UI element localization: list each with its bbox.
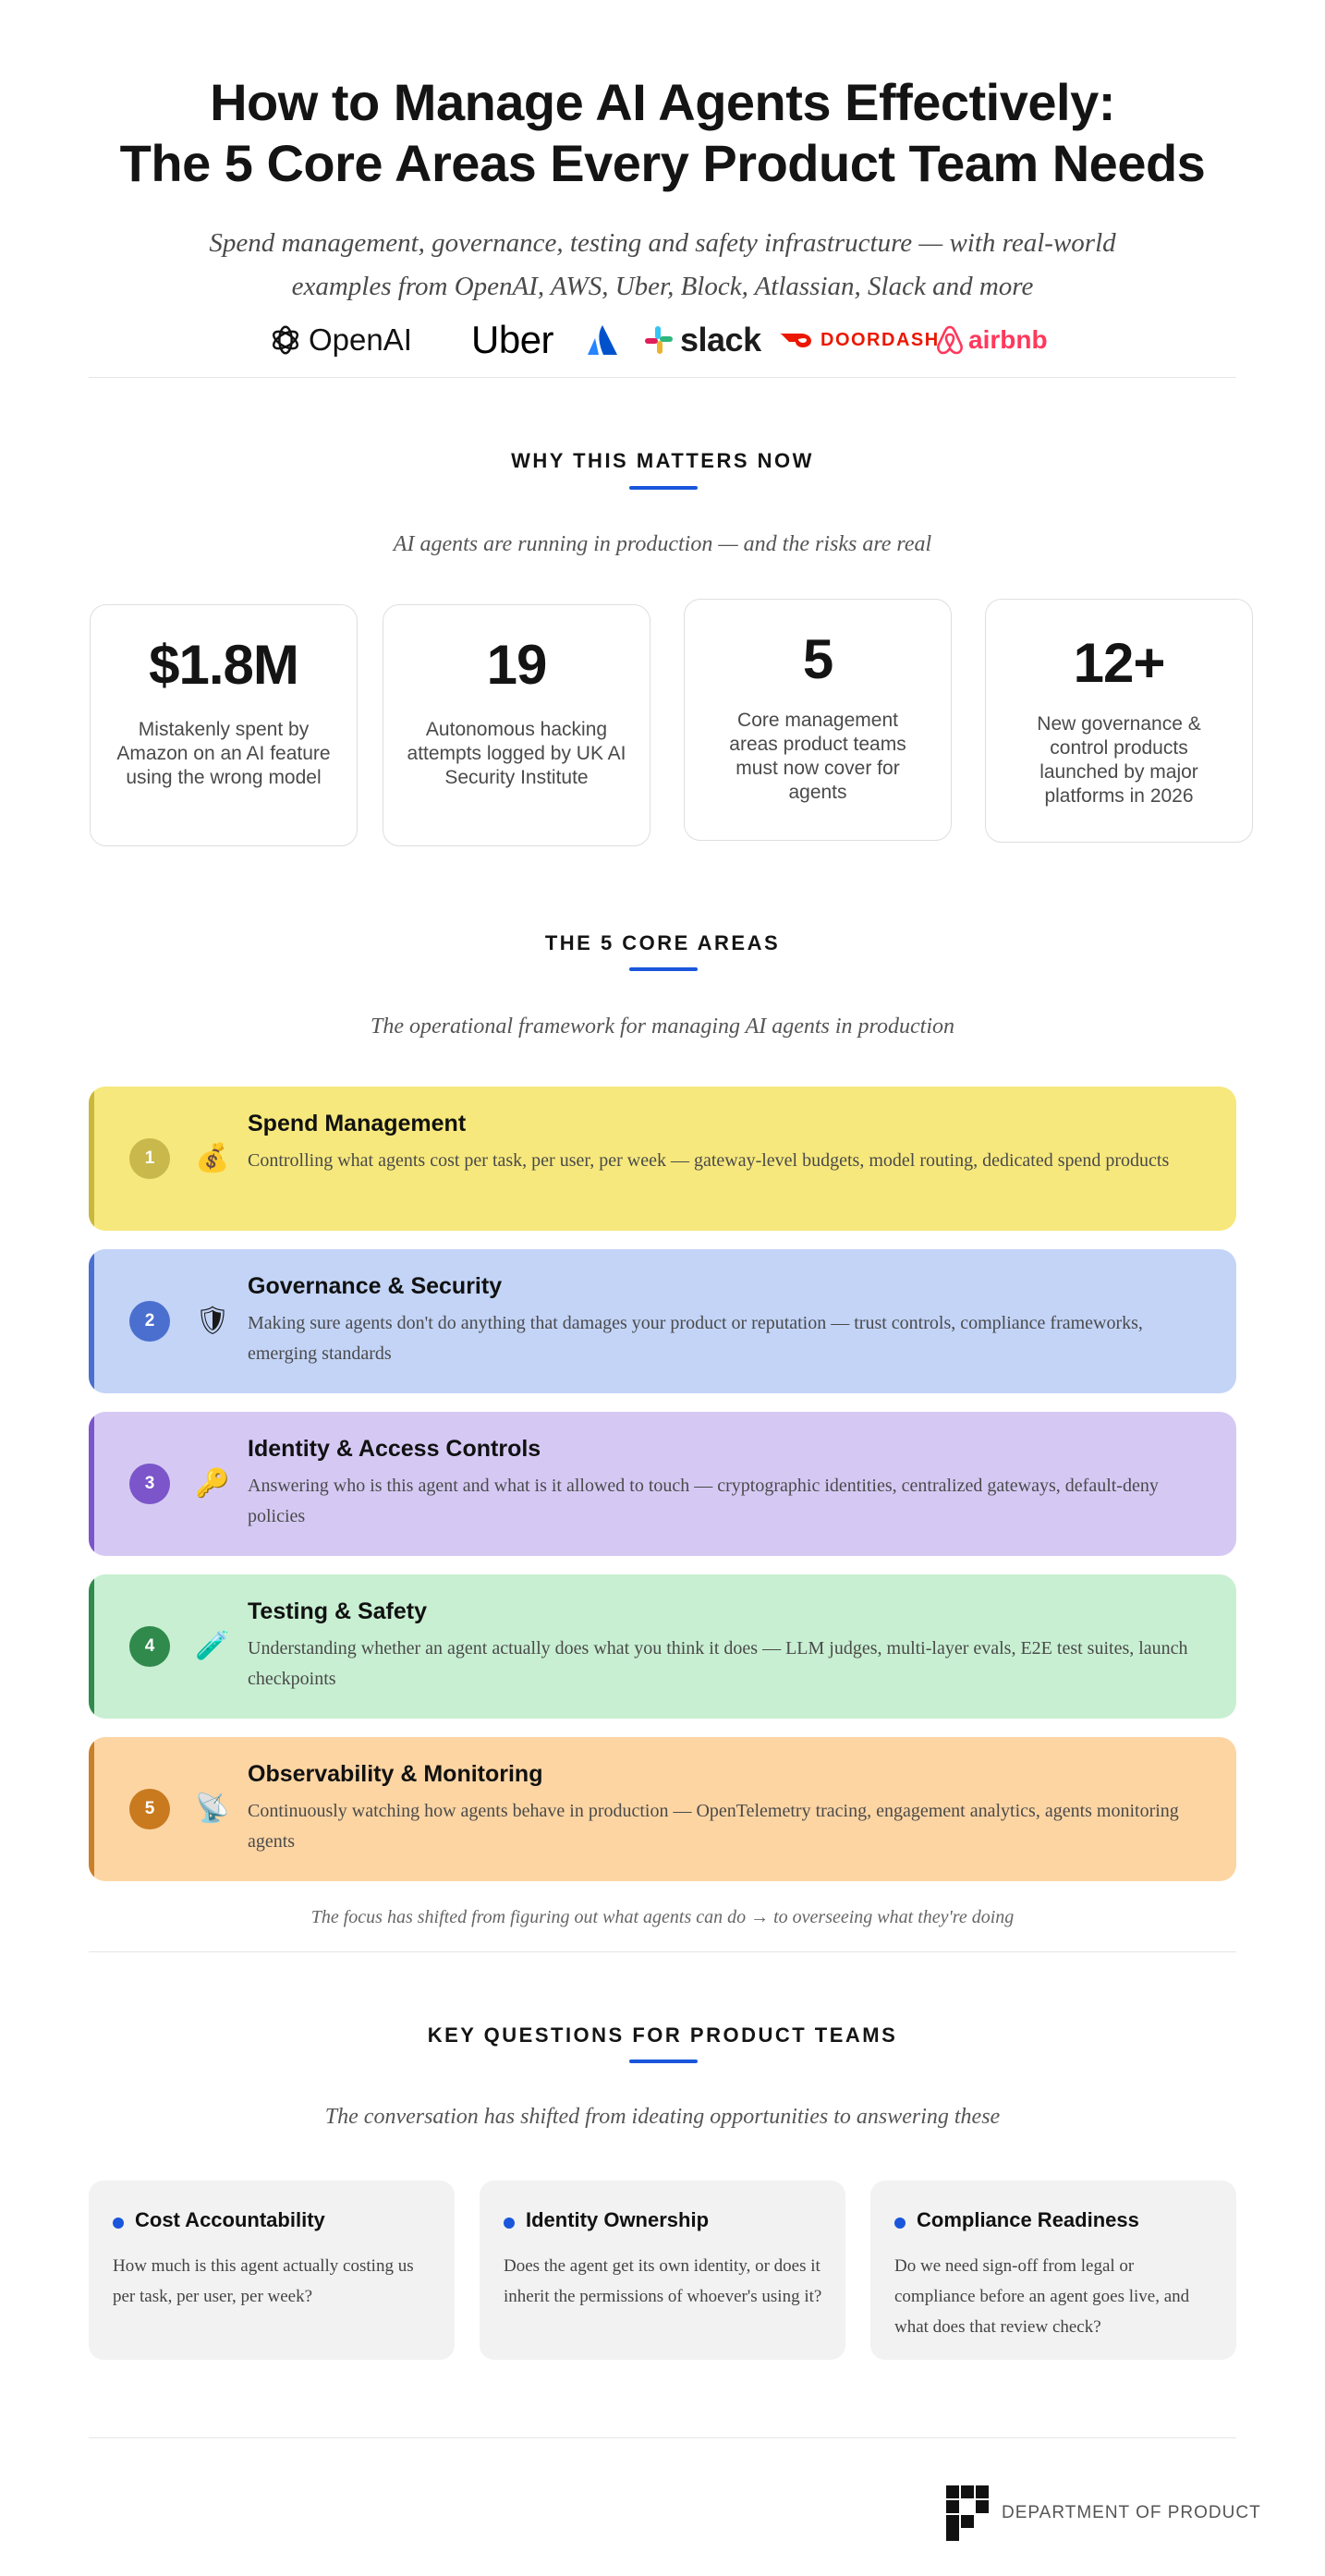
uber-wordmark: Uber [471, 318, 554, 361]
why-heading-underline [629, 486, 698, 490]
footer-brand-logo [946, 2485, 1261, 2541]
stat-label: Autonomous hacking attempts logged by UK AI Security Institute [407, 719, 626, 788]
core-area-card [89, 1574, 1236, 1719]
slack-icon [643, 324, 675, 356]
key-icon: 🔑 [195, 1467, 230, 1500]
stat-card [985, 599, 1253, 843]
slack-logo [643, 314, 761, 366]
money-bag-icon: 💰 [195, 1142, 230, 1174]
area-title: Testing & Safety [248, 1598, 428, 1624]
stat-card [684, 599, 952, 841]
area-description: Understanding whether an agent actually does what you think it does — LLM judges, multi-layer evals, E2E test suites, launch checkpoints [248, 1638, 1188, 1689]
doordash-logo [778, 314, 940, 366]
core-subheading: The operational framework for managing AI agents in production [371, 1015, 954, 1039]
question-card [480, 2181, 845, 2360]
question-description: Does the agent get its own identity, or does it inherit the permissions of whoever's using it? [504, 2256, 822, 2306]
test-tube-icon: 🧪 [195, 1630, 230, 1662]
why-subheading: AI agents are running in production — and the risks are real [393, 532, 932, 556]
area-title: Governance & Security [248, 1273, 503, 1299]
page-title-line-2: The 5 Core Areas Every Product Team Needs [119, 134, 1206, 192]
area-description: Making sure agents don't do anything that damages your product or reputation — trust controls, compliance frameworks, emerging standards [248, 1313, 1143, 1364]
satellite-dish-icon: 📡 [195, 1792, 230, 1825]
area-description: Answering who is this agent and what is it allowed to touch — cryptographic identities, centralized gateways, default-deny policies [248, 1476, 1159, 1526]
questions-heading-underline [629, 2060, 698, 2063]
stat-card [383, 604, 650, 846]
page-subtitle [0, 222, 1325, 309]
stat-value: $1.8M [149, 634, 298, 696]
question-card [89, 2181, 455, 2360]
slack-wordmark: slack [680, 321, 761, 358]
stat-label: Core management areas product teams must now cover for agents [729, 710, 906, 803]
doordash-icon [778, 331, 813, 349]
area-description: Controlling what agents cost per task, per user, per week — gateway-level budgets, model routing, dedicated spend products [248, 1150, 1170, 1171]
partner-logos [0, 314, 1325, 366]
openai-icon [268, 322, 303, 358]
core-area-card [89, 1737, 1236, 1881]
airbnb-icon [935, 323, 965, 357]
page-subtitle-line-1: Spend management, governance, testing and safety infrastructure — with real-world [209, 228, 1116, 258]
divider [89, 377, 1236, 378]
stat-label: Mistakenly spent by Amazon on an AI feature using the wrong model [116, 719, 331, 788]
question-title: Compliance Readiness [917, 2208, 1139, 2231]
airbnb-logo [935, 314, 1048, 366]
page-subtitle-line-2: examples from OpenAI, AWS, Uber, Block, Atlassian, Slack and more [291, 272, 1034, 301]
area-number-badge: 3 [129, 1464, 170, 1504]
core-area-card [89, 1412, 1236, 1556]
footer-brand-name: DEPARTMENT OF PRODUCT [1002, 2503, 1261, 2522]
area-number-badge: 2 [129, 1301, 170, 1342]
area-number-badge: 1 [129, 1138, 170, 1179]
question-description: Do we need sign-off from legal or compliance before an agent goes live, and what does that review check? [894, 2256, 1190, 2337]
question-title: Cost Accountability [135, 2208, 325, 2231]
area-accent-bar [89, 1087, 94, 1231]
questions-heading: KEY QUESTIONS FOR PRODUCT TEAMS [427, 2023, 898, 2047]
page-title [0, 72, 1325, 194]
shift-note: The focus has shifted from figuring out what agents can do → to overseeing what they're doing [310, 1907, 1015, 1927]
openai-wordmark: OpenAI [309, 322, 412, 357]
page-title-line-1: How to Manage AI Agents Effectively: [210, 73, 1115, 131]
area-accent-bar [89, 1737, 94, 1881]
atlassian-icon [586, 323, 619, 357]
area-accent-bar [89, 1574, 94, 1719]
core-heading-underline [629, 967, 698, 971]
questions-subheading: The conversation has shifted from ideating opportunities to answering these [324, 2105, 1001, 2129]
why-heading: WHY THIS MATTERS NOW [511, 449, 814, 472]
doordash-wordmark: DOORDASH [821, 329, 940, 350]
stat-value: 12+ [1073, 632, 1165, 694]
area-title: Spend Management [248, 1111, 467, 1136]
core-heading: THE 5 CORE AREAS [544, 931, 781, 954]
bullet-dot [504, 2218, 515, 2229]
area-number-badge: 5 [129, 1789, 170, 1829]
stat-card [90, 604, 358, 846]
area-description: Continuously watching how agents behave in production — OpenTelemetry tracing, engagement analytics, agents monitoring agents [248, 1801, 1179, 1852]
core-area-card [89, 1249, 1236, 1393]
area-title: Observability & Monitoring [248, 1761, 543, 1787]
area-title: Identity & Access Controls [248, 1436, 541, 1462]
page-header [0, 72, 1325, 309]
atlassian-logo [586, 314, 619, 366]
stat-value: 19 [486, 634, 547, 696]
openai-logo [268, 314, 412, 366]
stat-value: 5 [802, 628, 833, 690]
stat-label: New governance & control products launched by major platforms in 2026 [1037, 713, 1201, 807]
area-accent-bar [89, 1412, 94, 1556]
divider [89, 1951, 1236, 1952]
question-card [870, 2181, 1236, 2360]
bullet-dot [113, 2218, 124, 2229]
area-number-badge: 4 [129, 1626, 170, 1667]
shield-icon: 🛡 [194, 1305, 231, 1337]
uber-logo [471, 314, 553, 366]
department-of-product-icon [946, 2485, 989, 2541]
question-description: How much is this agent actually costing us per task, per user, per week? [113, 2256, 414, 2306]
airbnb-wordmark: airbnb [968, 325, 1048, 354]
divider [89, 2437, 1236, 2438]
bullet-dot [894, 2218, 906, 2229]
core-area-card [89, 1087, 1236, 1231]
question-title: Identity Ownership [526, 2208, 710, 2231]
area-accent-bar [89, 1249, 94, 1393]
